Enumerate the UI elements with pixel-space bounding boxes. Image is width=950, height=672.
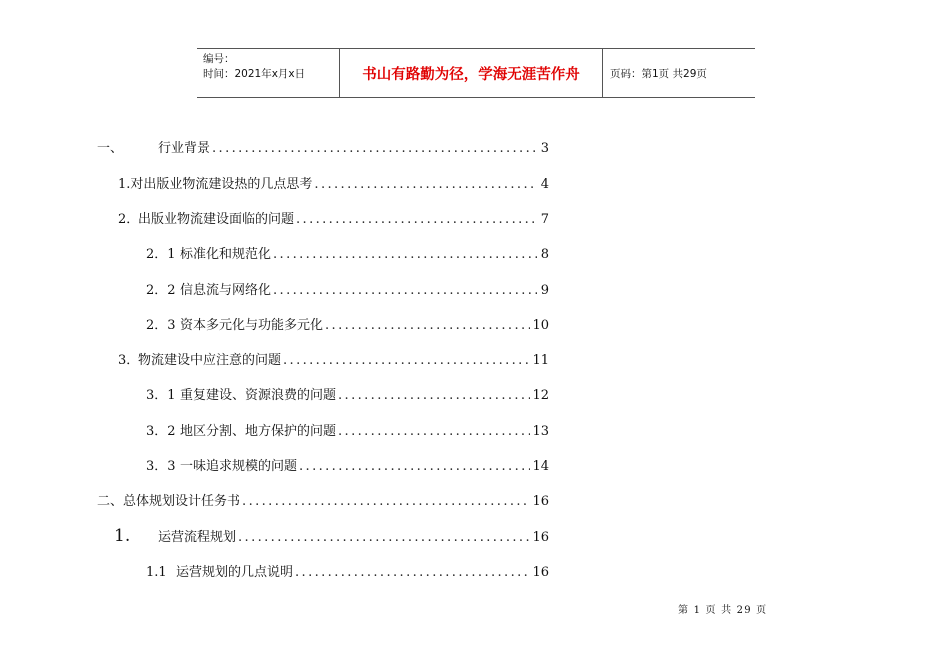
toc-number: 2．1	[146, 247, 176, 262]
toc-title: 物流建设中应注意的问题	[138, 353, 282, 368]
toc-number: 2．	[118, 212, 140, 227]
toc-entry-8[interactable]	[146, 384, 549, 402]
toc-page: 7	[540, 212, 549, 227]
toc-title: 信息流与网络化	[180, 283, 272, 298]
header-meta	[197, 49, 340, 97]
toc-entry-1[interactable]	[97, 137, 549, 155]
toc-title: 资本多元化与功能多元化	[180, 318, 324, 333]
toc-title: 一味追求规模的问题	[180, 459, 298, 474]
toc-entry-12[interactable]	[114, 526, 549, 544]
toc-page: 8	[540, 247, 549, 262]
toc-leader	[238, 530, 530, 545]
toc-title: 出版业物流建设面临的问题	[138, 212, 295, 227]
toc-number: 1.1	[146, 565, 167, 580]
toc-title: 对出版业物流建设热的几点思考	[130, 177, 313, 192]
toc-page: 16	[532, 565, 549, 580]
toc-leader	[299, 459, 530, 474]
toc-entry-6[interactable]	[146, 314, 549, 332]
toc-page: 3	[540, 141, 549, 156]
code-label: 编号：	[203, 53, 235, 65]
toc-leader	[314, 177, 537, 192]
toc-page: 14	[532, 459, 549, 474]
header-motto: 书山有路勤为径，学海无涯苦作舟	[340, 49, 603, 97]
toc-entry-5[interactable]	[146, 279, 549, 297]
time-label: 时间：2021年x月x日	[203, 68, 306, 80]
toc-entry-2[interactable]	[118, 173, 549, 191]
toc-leader	[295, 565, 530, 580]
page-footer: 第 1 页 共 29 页	[678, 605, 768, 616]
toc-entry-3[interactable]	[118, 208, 549, 226]
toc-page: 11	[532, 353, 549, 368]
header-page-info: 页码：第1页 共29页	[610, 67, 707, 80]
toc-number: 二、	[97, 494, 124, 509]
toc-number: 一、	[97, 141, 124, 156]
toc-title: 运营规划的几点说明	[176, 565, 294, 580]
toc-leader	[283, 353, 530, 368]
toc-title: 标准化和规范化	[180, 247, 272, 262]
toc-entry-7[interactable]	[118, 349, 549, 367]
toc-leader	[325, 318, 530, 333]
toc-entry-13[interactable]	[146, 561, 549, 579]
toc-number: 2．2	[146, 283, 176, 298]
toc-leader	[212, 141, 537, 156]
toc-title: 运营流程规划	[158, 530, 237, 545]
toc-leader	[242, 494, 530, 509]
toc-number: 3．	[118, 353, 140, 368]
toc-title: 行业背景	[158, 141, 211, 156]
toc-page: 13	[532, 424, 549, 439]
toc-number: 3．1	[146, 388, 176, 403]
toc-page: 10	[532, 318, 549, 333]
toc-page: 9	[540, 283, 549, 298]
toc-entry-11[interactable]	[97, 490, 549, 508]
toc-entry-4[interactable]	[146, 243, 549, 261]
toc-entry-9[interactable]	[146, 420, 549, 438]
toc-page: 4	[540, 177, 549, 192]
toc-page: 16	[532, 494, 549, 509]
toc-number: 3．3	[146, 459, 176, 474]
toc-number: 1.	[118, 177, 131, 192]
toc-page: 16	[532, 530, 549, 545]
toc-leader	[273, 283, 537, 298]
toc-title: 地区分割、地方保护的问题	[180, 424, 337, 439]
toc-number: 2．3	[146, 318, 176, 333]
toc-leader	[338, 424, 530, 439]
toc-title: 重复建设、资源浪费的问题	[180, 388, 337, 403]
toc-entry-10[interactable]	[146, 455, 549, 473]
toc-title: 总体规划设计任务书	[123, 494, 241, 509]
toc-number: 3．2	[146, 424, 176, 439]
toc-leader	[338, 388, 530, 403]
toc-number: 1.	[114, 526, 131, 546]
toc-leader	[296, 212, 537, 227]
toc-leader	[273, 247, 537, 262]
page-header	[197, 48, 755, 98]
toc-page: 12	[532, 388, 549, 403]
